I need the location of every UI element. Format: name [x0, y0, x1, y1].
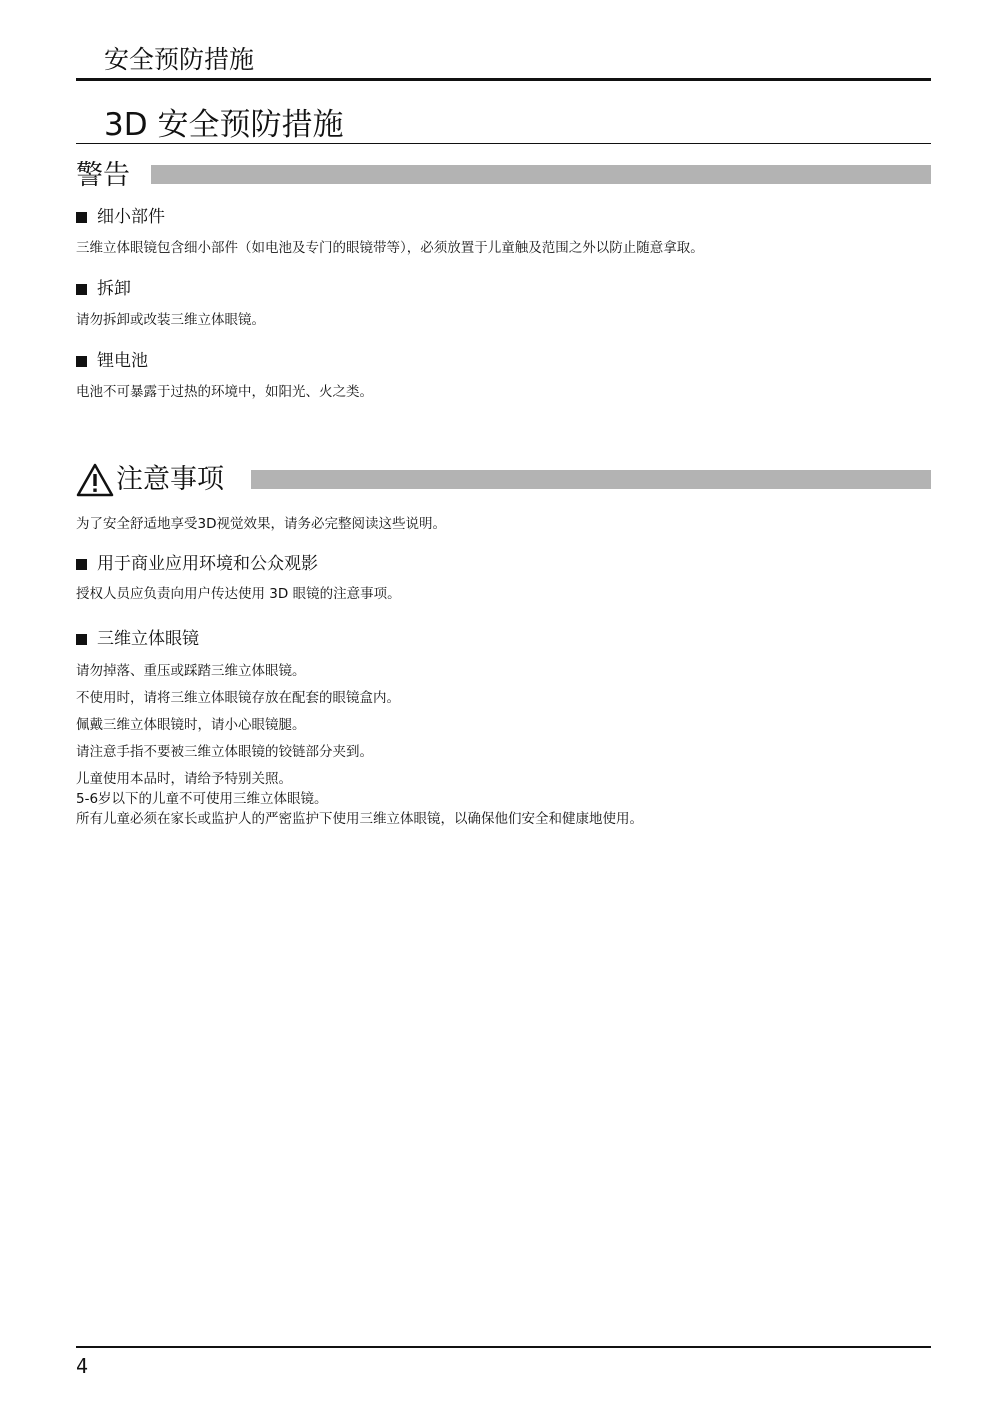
caution-title: 注意事项: [116, 464, 224, 495]
bullet-square-icon: [76, 559, 87, 570]
footer-rule: [76, 1346, 931, 1348]
caution-line: 儿童使用本品时，请给予特别关照。: [76, 771, 292, 787]
page-title: 3D 安全预防措施: [104, 107, 344, 143]
caution-section-bar: [251, 470, 931, 489]
warning-section-bar: [151, 165, 931, 184]
bullet-square-icon: [76, 284, 87, 295]
caution-item-heading-text: 三维立体眼镜: [97, 629, 199, 649]
warning-item-heading: [76, 349, 148, 373]
warning-triangle-icon: [76, 463, 114, 497]
warning-item-heading-text: 细小部件: [97, 207, 165, 227]
warning-item-text: 请勿拆卸或改装三维立体眼镜。: [76, 312, 265, 328]
caution-item-text: 授权人员应负责向用户传达使用 3D 眼镜的注意事项。: [76, 586, 401, 602]
caution-line: 请勿掉落、重压或踩踏三维立体眼镜。: [76, 663, 306, 679]
caution-item-heading: [76, 627, 199, 651]
header-title: 安全预防措施: [104, 45, 255, 74]
caution-line: 5-6岁以下的儿童不可使用三维立体眼镜。: [76, 791, 328, 807]
page-number: 4: [76, 1354, 89, 1378]
warning-item-heading-text: 锂电池: [97, 351, 148, 371]
bullet-square-icon: [76, 212, 87, 223]
header-rule: [76, 78, 931, 81]
warning-item-heading: [76, 205, 165, 229]
bullet-square-icon: [76, 634, 87, 645]
caution-item-heading: [76, 552, 318, 576]
caution-intro: 为了安全舒适地享受3D视觉效果，请务必完整阅读这些说明。: [76, 516, 446, 532]
title-rule: [76, 143, 931, 144]
caution-line: 所有儿童必须在家长或监护人的严密监护下使用三维立体眼镜，以确保他们安全和健康地使用。: [76, 811, 643, 827]
bullet-square-icon: [76, 356, 87, 367]
caution-line: 请注意手指不要被三维立体眼镜的铰链部分夹到。: [76, 744, 373, 760]
warning-item-heading-text: 拆卸: [97, 279, 131, 299]
warning-item-heading: [76, 277, 131, 301]
caution-item-heading-text: 用于商业应用环境和公众观影: [97, 554, 318, 574]
caution-line: 不使用时，请将三维立体眼镜存放在配套的眼镜盒内。: [76, 690, 400, 706]
warning-item-text: 电池不可暴露于过热的环境中，如阳光、火之类。: [76, 384, 373, 400]
caution-line: 佩戴三维立体眼镜时，请小心眼镜腿。: [76, 717, 306, 733]
warning-title: 警告: [76, 160, 130, 191]
warning-item-text: 三维立体眼镜包含细小部件（如电池及专门的眼镜带等），必须放置于儿童触及范围之外以防止随意拿取。: [76, 240, 704, 256]
